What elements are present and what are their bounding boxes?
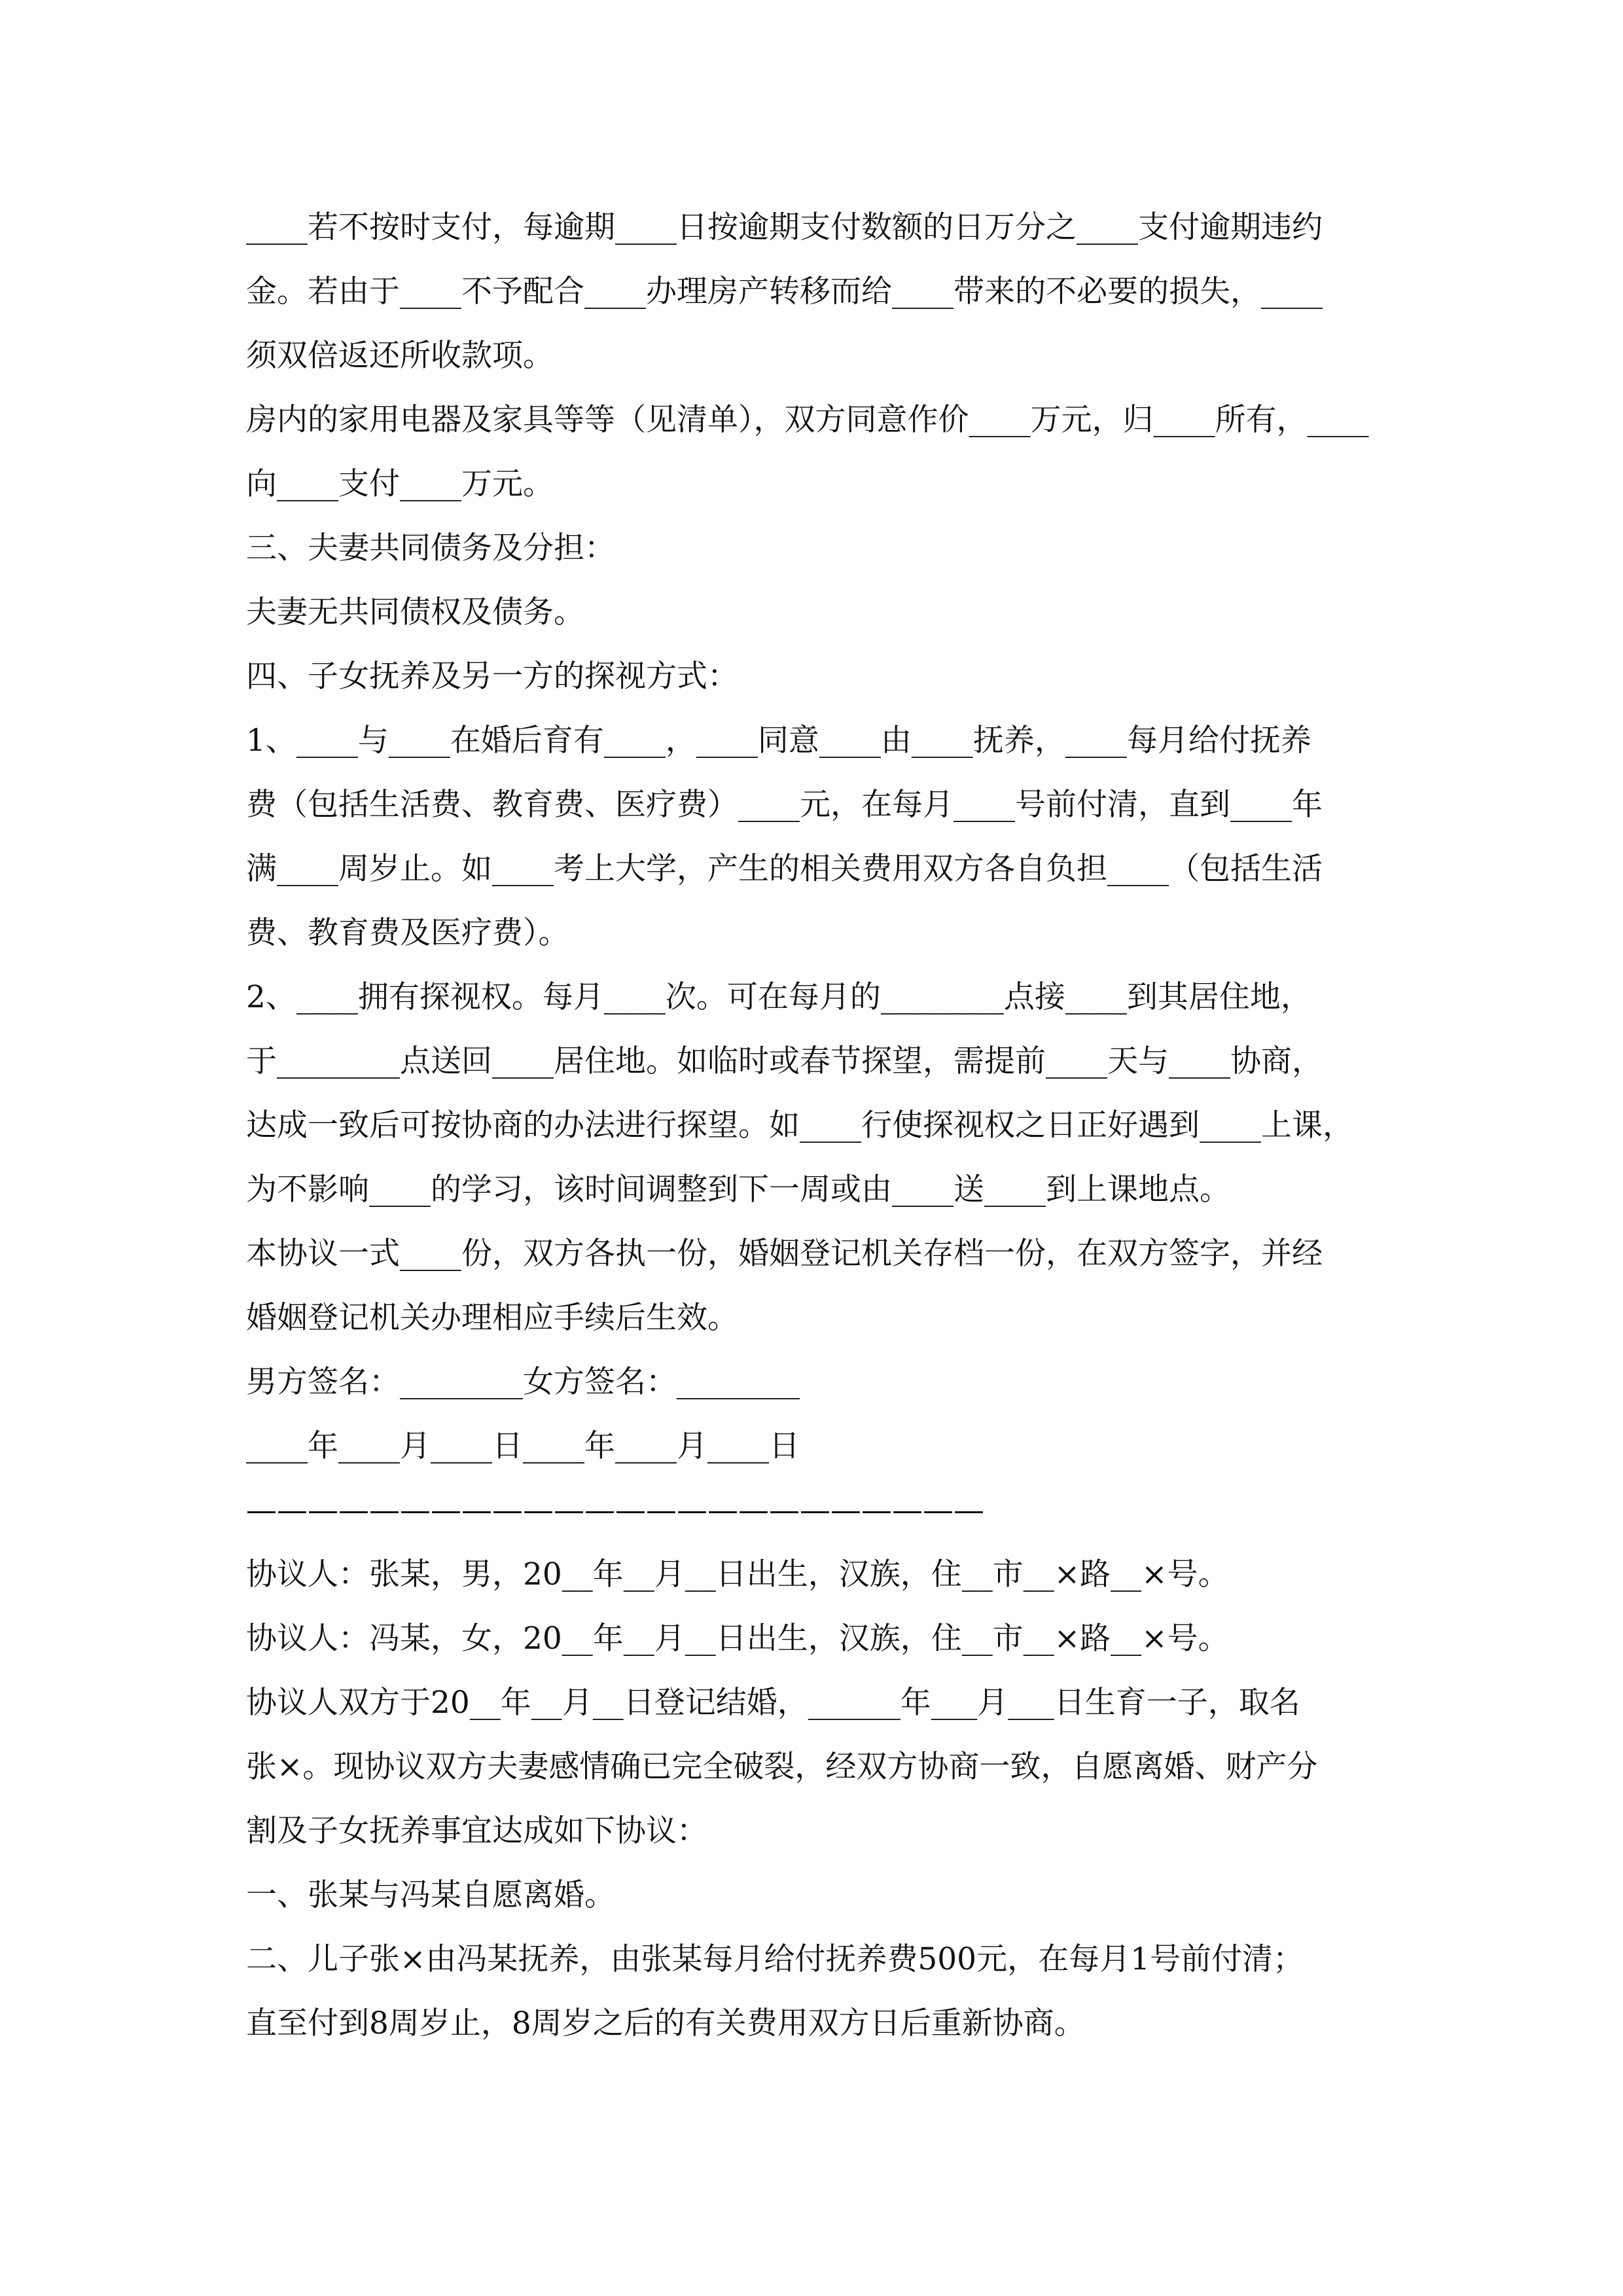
text-line: 割及子女抚养事宜达成如下协议： — [246, 1813, 707, 1849]
text-line: 满____周岁止。如____考上大学，产生的相关费用双方各自负担____（包括生活 — [246, 851, 1323, 887]
text-line: 2、____拥有探视权。每月____次。可在每月的________点接____到其居住地， — [246, 979, 1311, 1015]
text-line: 费、教育费及医疗费）。 — [246, 915, 569, 951]
text-line: 须双倍返还所收款项。 — [246, 338, 554, 374]
text-line: 夫妻无共同债权及债务。 — [246, 594, 584, 630]
text-line: 向____支付____万元。 — [246, 466, 554, 502]
text-line: 本协议一式____份，双方各执一份，婚姻登记机关存档一份，在双方签字，并经 — [246, 1236, 1323, 1272]
separator-line: ———————————————————————— — [246, 1492, 984, 1528]
text-line: 费（包括生活费、教育费、医疗费）____元，在每月____号前付清，直到____年 — [246, 787, 1323, 823]
text-line: 为不影响____的学习，该时间调整到下一周或由____送____到上课地点。 — [246, 1172, 1230, 1208]
text-line: 1、____与____在婚后育有____，____同意____由____抚养，____每月给付抚养 — [246, 723, 1311, 759]
text-line: 协议人：冯某，女，20__年__月__日出生，汉族，住__市__×路__×号。 — [246, 1621, 1229, 1657]
section-heading: 四、子女抚养及另一方的探视方式： — [246, 658, 738, 694]
section-heading: 三、夫妻共同债务及分担： — [246, 530, 615, 566]
text-line: 协议人双方于20__年__月__日登记结婚，______年___月___日生育一子，取名 — [246, 1685, 1300, 1721]
text-line: 婚姻登记机关办理相应手续后生效。 — [246, 1300, 738, 1336]
text-line: 直至付到8周岁止，8周岁之后的有关费用双方日后重新协商。 — [246, 2005, 1085, 2041]
date-line: ____年____月____日____年____月____日 — [246, 1428, 800, 1464]
text-line: 协议人：张某，男，20__年__月__日出生，汉族，住__市__×路__×号。 — [246, 1556, 1229, 1592]
text-line: 房内的家用电器及家具等等（见清单），双方同意作价____万元，归____所有，____ — [246, 402, 1369, 438]
text-line: 于________点送回____居住地。如临时或春节探望，需提前____天与____协商， — [246, 1043, 1323, 1079]
text-line: ____若不按时支付，每逾期____日按逾期支付数额的日万分之____支付逾期违约 — [246, 209, 1323, 245]
text-line: 一、张某与冯某自愿离婚。 — [246, 1877, 615, 1913]
text-line: 达成一致后可按协商的办法进行探望。如____行使探视权之日正好遇到____上课， — [246, 1107, 1353, 1143]
text-line: 二、儿子张×由冯某抚养，由张某每月给付抚养费500元，在每月1号前付清； — [246, 1941, 1304, 1977]
text-line: 金。若由于____不予配合____办理房产转移而给____带来的不必要的损失，____ — [246, 274, 1323, 310]
document-page — [246, 0, 1398, 2296]
text-line: 张×。现协议双方夫妻感情确已完全破裂，经双方协商一致，自愿离婚、财产分 — [246, 1749, 1318, 1785]
signature-line: 男方签名：________女方签名：________ — [246, 1364, 800, 1400]
